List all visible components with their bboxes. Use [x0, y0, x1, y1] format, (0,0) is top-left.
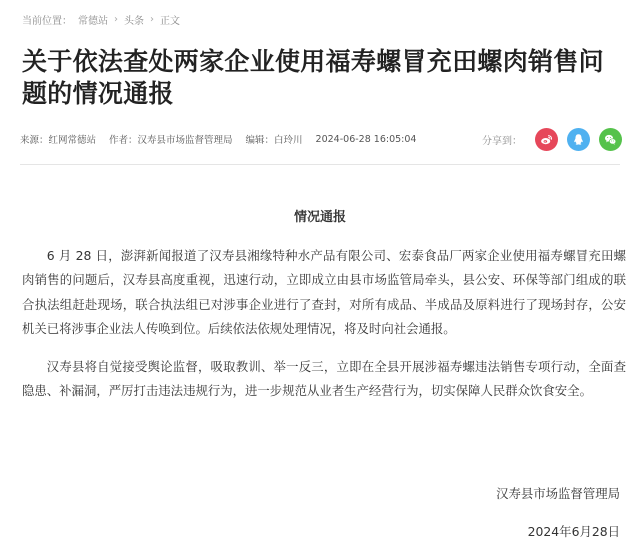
article-author: 作者：汉寿县市场监督管理局 — [109, 135, 233, 146]
header-divider — [20, 164, 620, 165]
share-qq-button[interactable] — [567, 128, 590, 151]
article-paragraph-2: 汉寿县将自觉接受舆论监督，吸取教训、举一反三，立即在全县开展涉福寿螺违法销售专项行动，全面查隐患、补漏洞，严厉打击违法违规行为，进一步规范从业者生产经营行为，切实保障人民群众饮食安全。 — [22, 359, 626, 399]
article-datetime: 2024-06-28 16:05:04 — [315, 133, 417, 145]
signature-organization: 汉寿县市场监督管理局 — [496, 486, 620, 501]
breadcrumb-item-headlines[interactable]: 头条 — [124, 16, 144, 27]
breadcrumb-item-article: 正文 — [160, 16, 180, 27]
article-paragraph-1: 6 月 28 日，澎湃新闻报道了汉寿县湘缘特种水产品有限公司、宏泰食品厂两家企业使用福寿螺冒充田螺肉销售的问题后，汉寿县高度重视，迅速行动，立即成立由县市场监管局牵头，县公安、环保等部门组成的联合执法组赶赴现场，联合执法组已对涉事企业进行了查封，对所有成品、半成品及原料进行了现场封存，公安机关已将涉事企业法人传唤到位。后续依法依规处理情况，将及时向社会通报。 — [22, 248, 626, 337]
share-label: 分享到： — [482, 136, 522, 147]
signature-date: 2024年6月28日 — [527, 524, 620, 539]
wechat-icon — [604, 133, 617, 146]
breadcrumb-item-site[interactable]: 常德站 — [78, 16, 108, 27]
share-bar — [482, 128, 622, 151]
share-weibo-button[interactable] — [535, 128, 558, 151]
breadcrumb-current-label: 当前位置： — [22, 16, 72, 27]
share-wechat-button[interactable] — [599, 128, 622, 151]
article-title: 关于依法查处两家企业使用福寿螺冒充田螺肉销售问题的情况通报 — [22, 47, 604, 108]
article-editor: 编辑：白玲川 — [245, 135, 303, 146]
weibo-icon — [540, 133, 553, 146]
qq-icon — [572, 133, 585, 146]
article-source: 来源：红网常德站 — [20, 135, 97, 146]
notice-title: 情况通报 — [293, 210, 346, 225]
breadcrumb — [22, 12, 180, 27]
breadcrumb-separator: › — [150, 14, 154, 25]
breadcrumb-separator: › — [114, 14, 118, 25]
article-meta — [20, 132, 429, 146]
